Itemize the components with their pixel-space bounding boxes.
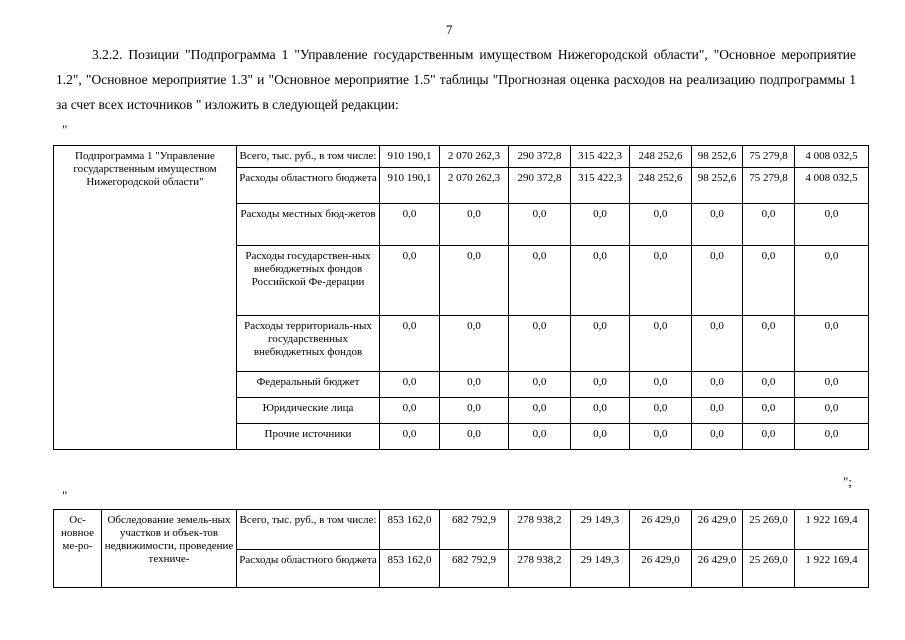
value-cell: 682 792,9 bbox=[440, 550, 509, 588]
value-cell: 0,0 bbox=[440, 372, 509, 398]
value-cell: 0,0 bbox=[440, 424, 509, 450]
source-label-cell: Федеральный бюджет bbox=[237, 372, 380, 398]
value-cell: 0,0 bbox=[509, 316, 571, 372]
value-cell: 0,0 bbox=[692, 246, 743, 316]
value-cell: 0,0 bbox=[440, 316, 509, 372]
value-cell: 910 190,1 bbox=[380, 168, 440, 204]
value-cell: 0,0 bbox=[743, 316, 795, 372]
value-cell: 0,0 bbox=[795, 424, 869, 450]
value-cell: 0,0 bbox=[509, 204, 571, 246]
page-number: 7 bbox=[446, 22, 453, 37]
value-cell: 0,0 bbox=[692, 372, 743, 398]
value-cell: 0,0 bbox=[692, 424, 743, 450]
value-cell: 0,0 bbox=[440, 246, 509, 316]
value-cell: 0,0 bbox=[380, 424, 440, 450]
value-cell: 4 008 032,5 bbox=[795, 168, 869, 204]
value-cell: 4 008 032,5 bbox=[795, 146, 869, 168]
value-cell: 75 279,8 bbox=[743, 146, 795, 168]
value-cell: 1 922 169,4 bbox=[795, 550, 869, 588]
value-cell: 0,0 bbox=[571, 398, 630, 424]
value-cell: 25 269,0 bbox=[743, 510, 795, 550]
source-label-cell: Всего, тыс. руб., в том числе: bbox=[237, 146, 380, 168]
value-cell: 0,0 bbox=[743, 204, 795, 246]
value-cell: 0,0 bbox=[795, 398, 869, 424]
value-cell: 2 070 262,3 bbox=[440, 168, 509, 204]
value-cell: 25 269,0 bbox=[743, 550, 795, 588]
value-cell: 315 422,3 bbox=[571, 146, 630, 168]
value-cell: 853 162,0 bbox=[380, 550, 440, 588]
value-cell: 0,0 bbox=[440, 398, 509, 424]
value-cell: 0,0 bbox=[440, 204, 509, 246]
value-cell: 0,0 bbox=[509, 372, 571, 398]
value-cell: 278 938,2 bbox=[509, 510, 571, 550]
value-cell: 29 149,3 bbox=[571, 550, 630, 588]
value-cell: 26 429,0 bbox=[692, 550, 743, 588]
subprogram-1-table bbox=[53, 145, 869, 450]
subprogram-title-cell: Подпрограмма 1 "Управление государственным имуществом Нижегородской области" bbox=[54, 146, 237, 450]
value-cell: 0,0 bbox=[571, 424, 630, 450]
value-cell: 315 422,3 bbox=[571, 168, 630, 204]
open-quote-1: " bbox=[62, 122, 68, 137]
value-cell: 0,0 bbox=[692, 204, 743, 246]
value-cell: 0,0 bbox=[380, 316, 440, 372]
open-quote-2: " bbox=[62, 488, 68, 503]
value-cell: 0,0 bbox=[509, 246, 571, 316]
value-cell: 0,0 bbox=[380, 372, 440, 398]
value-cell: 278 938,2 bbox=[509, 550, 571, 588]
source-label-cell: Расходы местных бюд-жетов bbox=[237, 204, 380, 246]
value-cell: 0,0 bbox=[630, 424, 692, 450]
value-cell: 75 279,8 bbox=[743, 168, 795, 204]
value-cell: 682 792,9 bbox=[440, 510, 509, 550]
source-label-cell: Расходы территориаль-ных государственных внебюджетных фондов bbox=[237, 316, 380, 372]
table-row bbox=[54, 146, 869, 168]
value-cell: 853 162,0 bbox=[380, 510, 440, 550]
value-cell: 2 070 262,3 bbox=[440, 146, 509, 168]
value-cell: 0,0 bbox=[571, 204, 630, 246]
value-cell: 0,0 bbox=[743, 398, 795, 424]
value-cell: 1 922 169,4 bbox=[795, 510, 869, 550]
value-cell: 0,0 bbox=[380, 398, 440, 424]
value-cell: 0,0 bbox=[630, 372, 692, 398]
value-cell: 290 372,8 bbox=[509, 168, 571, 204]
value-cell: 0,0 bbox=[795, 372, 869, 398]
source-label-cell: Юридические лица bbox=[237, 398, 380, 424]
source-label-cell: Всего, тыс. руб., в том числе: bbox=[237, 510, 380, 550]
value-cell: 248 252,6 bbox=[630, 146, 692, 168]
close-quote: "; bbox=[843, 474, 852, 489]
value-cell: 0,0 bbox=[630, 204, 692, 246]
source-label-cell: Расходы областного бюджета bbox=[237, 168, 380, 204]
value-cell: 0,0 bbox=[692, 316, 743, 372]
value-cell: 0,0 bbox=[571, 246, 630, 316]
value-cell: 0,0 bbox=[692, 398, 743, 424]
value-cell: 0,0 bbox=[380, 246, 440, 316]
value-cell: 0,0 bbox=[795, 246, 869, 316]
value-cell: 0,0 bbox=[795, 316, 869, 372]
main-activity-table bbox=[53, 509, 869, 588]
value-cell: 0,0 bbox=[571, 372, 630, 398]
activity-description-cell: Обследование земель-ных участков и объек-тов недвижимости, проведение техниче- bbox=[102, 510, 237, 588]
intro-text: 3.2.2. Позиции "Подпрограмма 1 "Управление государственным имуществом Нижегородской области", "Основное мероприятие 1.2", "Основное мероприятие 1.3" и "Основное мероприятие 1.5" таблицы "Прогнозная оценка расходов на реализацию подпрограммы 1 за счет всех источников " изложить в следующей редакции: bbox=[56, 47, 856, 112]
value-cell: 248 252,6 bbox=[630, 168, 692, 204]
value-cell: 0,0 bbox=[509, 424, 571, 450]
value-cell: 910 190,1 bbox=[380, 146, 440, 168]
value-cell: 98 252,6 bbox=[692, 146, 743, 168]
value-cell: 0,0 bbox=[509, 398, 571, 424]
activity-type-cell: Ос-новное ме-ро- bbox=[54, 510, 102, 588]
value-cell: 26 429,0 bbox=[692, 510, 743, 550]
value-cell: 290 372,8 bbox=[509, 146, 571, 168]
value-cell: 29 149,3 bbox=[571, 510, 630, 550]
value-cell: 0,0 bbox=[630, 398, 692, 424]
value-cell: 26 429,0 bbox=[630, 510, 692, 550]
value-cell: 0,0 bbox=[630, 316, 692, 372]
value-cell: 0,0 bbox=[743, 372, 795, 398]
value-cell: 0,0 bbox=[380, 204, 440, 246]
source-label-cell: Прочие источники bbox=[237, 424, 380, 450]
value-cell: 0,0 bbox=[743, 246, 795, 316]
value-cell: 26 429,0 bbox=[630, 550, 692, 588]
source-label-cell: Расходы государствен-ных внебюджетных фондов Российской Фе-дерации bbox=[237, 246, 380, 316]
value-cell: 98 252,6 bbox=[692, 168, 743, 204]
value-cell: 0,0 bbox=[743, 424, 795, 450]
intro-paragraph bbox=[56, 42, 856, 117]
value-cell: 0,0 bbox=[795, 204, 869, 246]
value-cell: 0,0 bbox=[630, 246, 692, 316]
table-row bbox=[54, 510, 869, 550]
value-cell: 0,0 bbox=[571, 316, 630, 372]
source-label-cell: Расходы областного бюджета bbox=[237, 550, 380, 588]
